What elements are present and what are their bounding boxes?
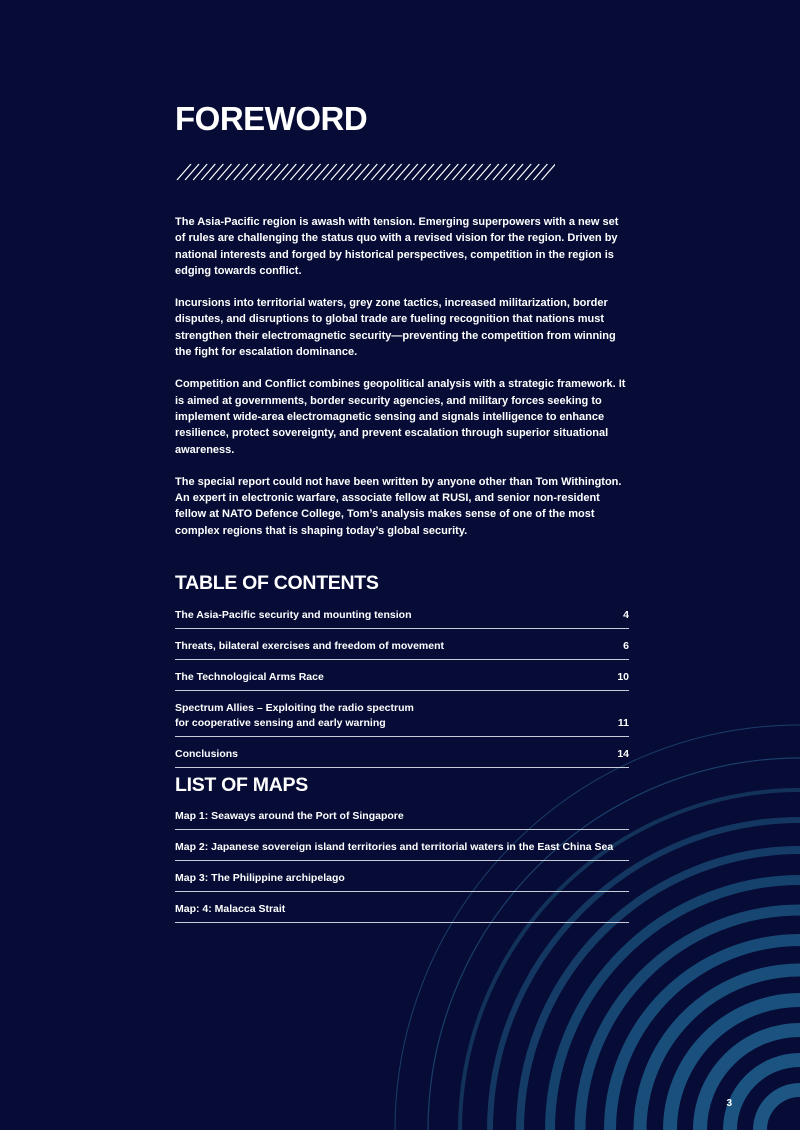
- map-item-label: Map: 4: Malacca Strait: [175, 903, 286, 915]
- hatch-stroke: [218, 164, 232, 180]
- toc-item-page: 4: [623, 609, 629, 621]
- hatch-stroke: [380, 164, 394, 180]
- hatch-stroke: [234, 164, 248, 180]
- toc-item-page: 10: [617, 671, 629, 683]
- hatch-stroke: [185, 164, 199, 180]
- hatch-stroke: [428, 164, 442, 180]
- hatch-stroke: [226, 164, 240, 180]
- hatch-stroke: [420, 164, 434, 180]
- hatch-stroke: [509, 164, 523, 180]
- map-item[interactable]: [175, 806, 629, 830]
- hatch-stroke: [396, 164, 410, 180]
- hatch-stroke: [533, 164, 547, 180]
- toc-item-label: Conclusions: [175, 748, 239, 760]
- hatch-stroke: [242, 164, 256, 180]
- hatch-stroke: [331, 164, 345, 180]
- hatch-stroke: [282, 164, 296, 180]
- toc-item-page: 11: [617, 717, 629, 729]
- hatch-stroke: [363, 164, 377, 180]
- hatch-stroke: [501, 164, 515, 180]
- maps-heading: LIST OF MAPS: [175, 774, 308, 796]
- hatch-stroke: [299, 164, 313, 180]
- hatch-stroke: [388, 164, 402, 180]
- table-of-contents: [175, 605, 629, 775]
- list-of-maps: [175, 806, 629, 930]
- hatch-stroke: [355, 164, 369, 180]
- hatch-stroke: [193, 164, 207, 180]
- hatch-stroke: [412, 164, 426, 180]
- toc-item-label: Threats, bilateral exercises and freedom of movement: [175, 640, 445, 652]
- hatch-stroke: [315, 164, 329, 180]
- hatch-stroke: [493, 164, 507, 180]
- map-item[interactable]: [175, 899, 629, 923]
- foreword-paragraph: The special report could not have been written by anyone other than Tom Withington. An expert in electronic warfare, associate fellow at RUSI, and senior non-resident fellow at NATO Defence College, Tom’s analysis makes sense of one of the most complex regions that is shaping today’s global security.: [175, 475, 622, 537]
- hatch-stroke: [542, 164, 556, 180]
- hatch-stroke: [452, 164, 466, 180]
- foreword-paragraph: Incursions into territorial waters, grey zone tactics, increased militarization, border disputes, and disruptions to global trade are fueling recognition that nations must strengthen their electromagnetic security—preventing the competition from winning the fight for escalation dominance.: [175, 297, 616, 359]
- hatch-stroke: [347, 164, 361, 180]
- toc-item[interactable]: [175, 744, 629, 768]
- hatch-stroke: [307, 164, 321, 180]
- toc-item-label: The Technological Arms Race: [175, 671, 324, 683]
- hatch-stroke: [323, 164, 337, 180]
- map-item[interactable]: [175, 837, 629, 861]
- foreword-paragraph: The Asia-Pacific region is awash with tension. Emerging superpowers with a new set of rules are challenging the status quo with a revised vision for the region. Driven by national interests and forged by historical perspectives, competition in the region is edging towards conflict.: [175, 216, 619, 277]
- foreword-text: [175, 214, 629, 555]
- hatch-stroke: [469, 164, 483, 180]
- toc-item[interactable]: [175, 605, 629, 629]
- toc-item-label-line2: for cooperative sensing and early warning: [175, 717, 386, 729]
- toc-item[interactable]: [175, 667, 629, 691]
- hatch-stroke: [404, 164, 418, 180]
- hatch-stroke: [477, 164, 491, 180]
- hatch-stroke: [517, 164, 531, 180]
- toc-item-label: Spectrum Allies – Exploiting the radio spectrum: [175, 702, 414, 714]
- toc-heading: TABLE OF CONTENTS: [175, 572, 379, 594]
- hatch-stroke: [209, 164, 223, 180]
- map-item[interactable]: [175, 868, 629, 892]
- map-item-label: Map 3: The Philippine archipelago: [175, 872, 345, 884]
- hatch-stroke: [258, 164, 272, 180]
- toc-item-label: The Asia-Pacific security and mounting tension: [175, 609, 412, 621]
- hatch-stroke: [371, 164, 385, 180]
- hatch-stroke: [461, 164, 475, 180]
- hatch-stroke: [444, 164, 458, 180]
- hatch-stroke: [201, 164, 215, 180]
- page-title: FOREWORD: [175, 100, 368, 137]
- hatch-stroke: [485, 164, 499, 180]
- toc-item-page: 14: [617, 748, 629, 760]
- map-item-label: Map 1: Seaways around the Port of Singapore: [175, 810, 404, 822]
- hatch-stroke: [525, 164, 539, 180]
- page-number: 3: [726, 1098, 732, 1109]
- diagonal-hatch-decoration: [175, 163, 555, 181]
- hatch-stroke: [274, 164, 288, 180]
- toc-item[interactable]: [175, 636, 629, 660]
- toc-item[interactable]: [175, 698, 629, 737]
- toc-item-page: 6: [623, 640, 629, 652]
- foreword-paragraph: Competition and Conflict combines geopolitical analysis with a strategic framework. It is aimed at governments, border security agencies, and military forces seeking to implement wide-area electromagnetic sensing and signals intelligence to enhance resilience, protect sovereignty, and prevent escalation through superior situational awareness.: [175, 378, 626, 456]
- hatch-stroke: [250, 164, 264, 180]
- map-item-label: Map 2: Japanese sovereign island territories and territorial waters in the East China Sea: [175, 841, 614, 853]
- hatch-stroke: [290, 164, 304, 180]
- hatch-stroke: [339, 164, 353, 180]
- hatch-stroke: [436, 164, 450, 180]
- hatch-stroke: [177, 164, 191, 180]
- hatch-stroke: [266, 164, 280, 180]
